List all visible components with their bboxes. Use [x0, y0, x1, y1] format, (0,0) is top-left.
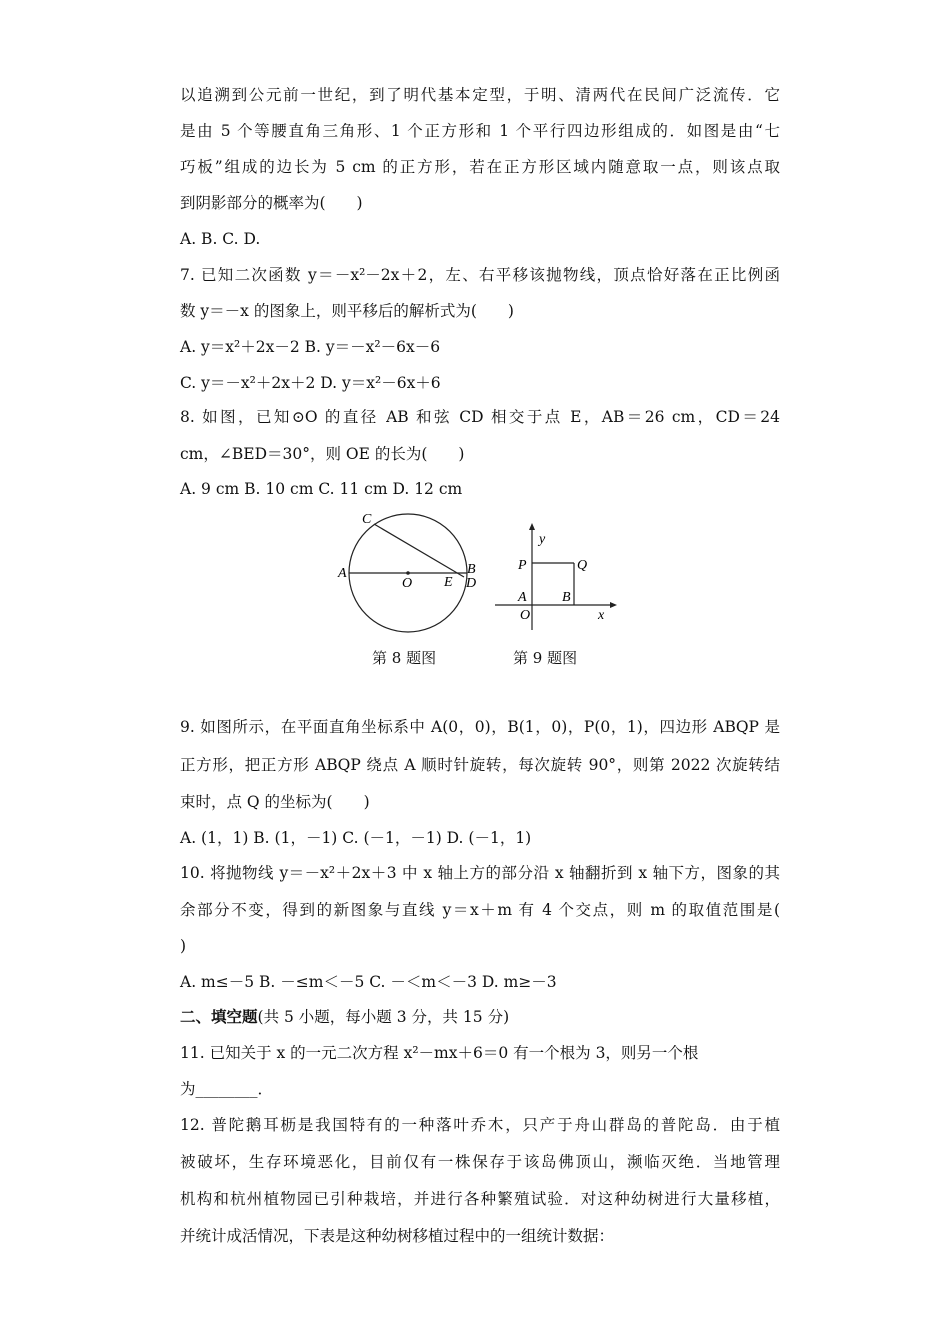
q6-text-line-4: 到阴影部分的概率为( )	[180, 194, 363, 212]
q10-text-line-1: 10. 将抛物线 y＝－x²＋2x＋3 中 x 轴上方的部分沿 x 轴翻折到 x 轴下方，图象的其	[180, 864, 780, 882]
q10-text-line-2: 余部分不变，得到的新图象与直线 y＝x＋m 有 4 个交点，则 m 的取值范围是(	[180, 901, 780, 919]
figure-8-caption: 第 8 题图	[372, 649, 437, 667]
label-y: y	[539, 532, 546, 547]
section-2-description: (共 5 小题，每小题 3 分，共 15 分)	[257, 1008, 510, 1026]
q6-options: A. B. C. D.	[180, 230, 261, 248]
figure-8-diagram	[337, 512, 476, 632]
q7-options-cd: C. y＝－x²＋2x＋2 D. y＝x²－6x＋6	[180, 374, 441, 392]
label-x: x	[598, 608, 605, 623]
q9-text-line-1: 9. 如图所示，在平面直角坐标系中 A(0，0)，B(1，0)，P(0，1)，四边形 ABQP 是	[180, 718, 780, 736]
figures-svg	[330, 505, 630, 645]
q11-text-line-2: 为________．	[180, 1080, 274, 1098]
label-p: P	[518, 558, 527, 573]
q12-text-line-4: 并统计成活情况，下表是这种幼树移植过程中的一组统计数据：	[180, 1227, 615, 1245]
label-d: D	[466, 576, 477, 591]
q12-text-line-3: 机构和杭州植物园已引种栽培，并进行各种繁殖试验．对这种幼树进行大量移植，	[180, 1190, 780, 1208]
q7-options-ab: A. y＝x²＋2x－2 B. y＝－x²－6x－6	[180, 338, 441, 356]
figures-area	[330, 505, 630, 685]
label-a9: A	[518, 590, 527, 605]
label-b9: B	[562, 590, 571, 605]
q12-text-line-2: 被破坏，生存环境恶化，目前仅有一株保存于该岛佛顶山，濒临灭绝．当地管理	[180, 1153, 780, 1171]
q10-options: A. m≤－5 B. －≤m＜－5 C. －＜m＜－3 D. m≥－3	[180, 973, 557, 991]
q6-text-line-1: 以追溯到公元前一世纪，到了明代基本定型，于明、清两代在民间广泛流传．它	[180, 86, 780, 104]
q6-text-line-2: 是由 5 个等腰直角三角形、1 个正方形和 1 个平行四边形组成的．如图是由“七	[180, 122, 780, 140]
label-q: Q	[577, 558, 588, 573]
q9-options: A. (1，1) B. (1，－1) C. (－1，－1) D. (－1，1)	[180, 829, 532, 847]
x-axis-arrow	[610, 602, 617, 608]
label-o: O	[402, 576, 413, 591]
label-b: B	[467, 562, 476, 577]
q11-text-line-1: 11. 已知关于 x 的一元二次方程 x²－mx＋6＝0 有一个根为 3，则另一个根	[180, 1044, 699, 1062]
label-o9: O	[520, 608, 531, 623]
q9-text-line-2: 正方形，把正方形 ABQP 绕点 A 顺时针旋转，每次旋转 90°，则第 2022 次旋转结	[180, 756, 780, 774]
q6-text-line-3: 巧板”组成的边长为 5 cm 的正方形，若在正方形区域内随意取一点，则该点取	[180, 158, 780, 176]
q9-text-line-3: 束时，点 Q 的坐标为( )	[180, 793, 370, 811]
q7-text-line-1: 7. 已知二次函数 y＝－x²－2x＋2，左、右平移该抛物线，顶点恰好落在正比例函	[180, 266, 780, 284]
label-e: E	[444, 575, 453, 590]
q10-text-line-3: )	[180, 937, 187, 955]
center-point-o	[406, 571, 410, 575]
figure-9-diagram	[495, 523, 617, 630]
q8-text-line-1: 8. 如图，已知⊙O 的直径 AB 和弦 CD 相交于点 E，AB＝26 cm，CD＝24	[180, 408, 780, 426]
y-axis-arrow	[529, 523, 535, 530]
section-2-title: 二、填空题	[180, 1007, 258, 1026]
label-c: C	[362, 512, 372, 527]
q8-options: A. 9 cm B. 10 cm C. 11 cm D. 12 cm	[180, 480, 463, 498]
q12-text-line-1: 12. 普陀鹅耳枥是我国特有的一种落叶乔木，只产于舟山群岛的普陀岛．由于植	[180, 1116, 780, 1134]
section-2-heading	[180, 1006, 780, 1028]
label-a: A	[338, 566, 347, 581]
figure-9-caption: 第 9 题图	[513, 649, 578, 667]
q8-text-line-2: cm，∠BED＝30°，则 OE 的长为( )	[180, 445, 465, 463]
q7-text-line-2: 数 y＝－x 的图象上，则平移后的解析式为( )	[180, 302, 514, 320]
